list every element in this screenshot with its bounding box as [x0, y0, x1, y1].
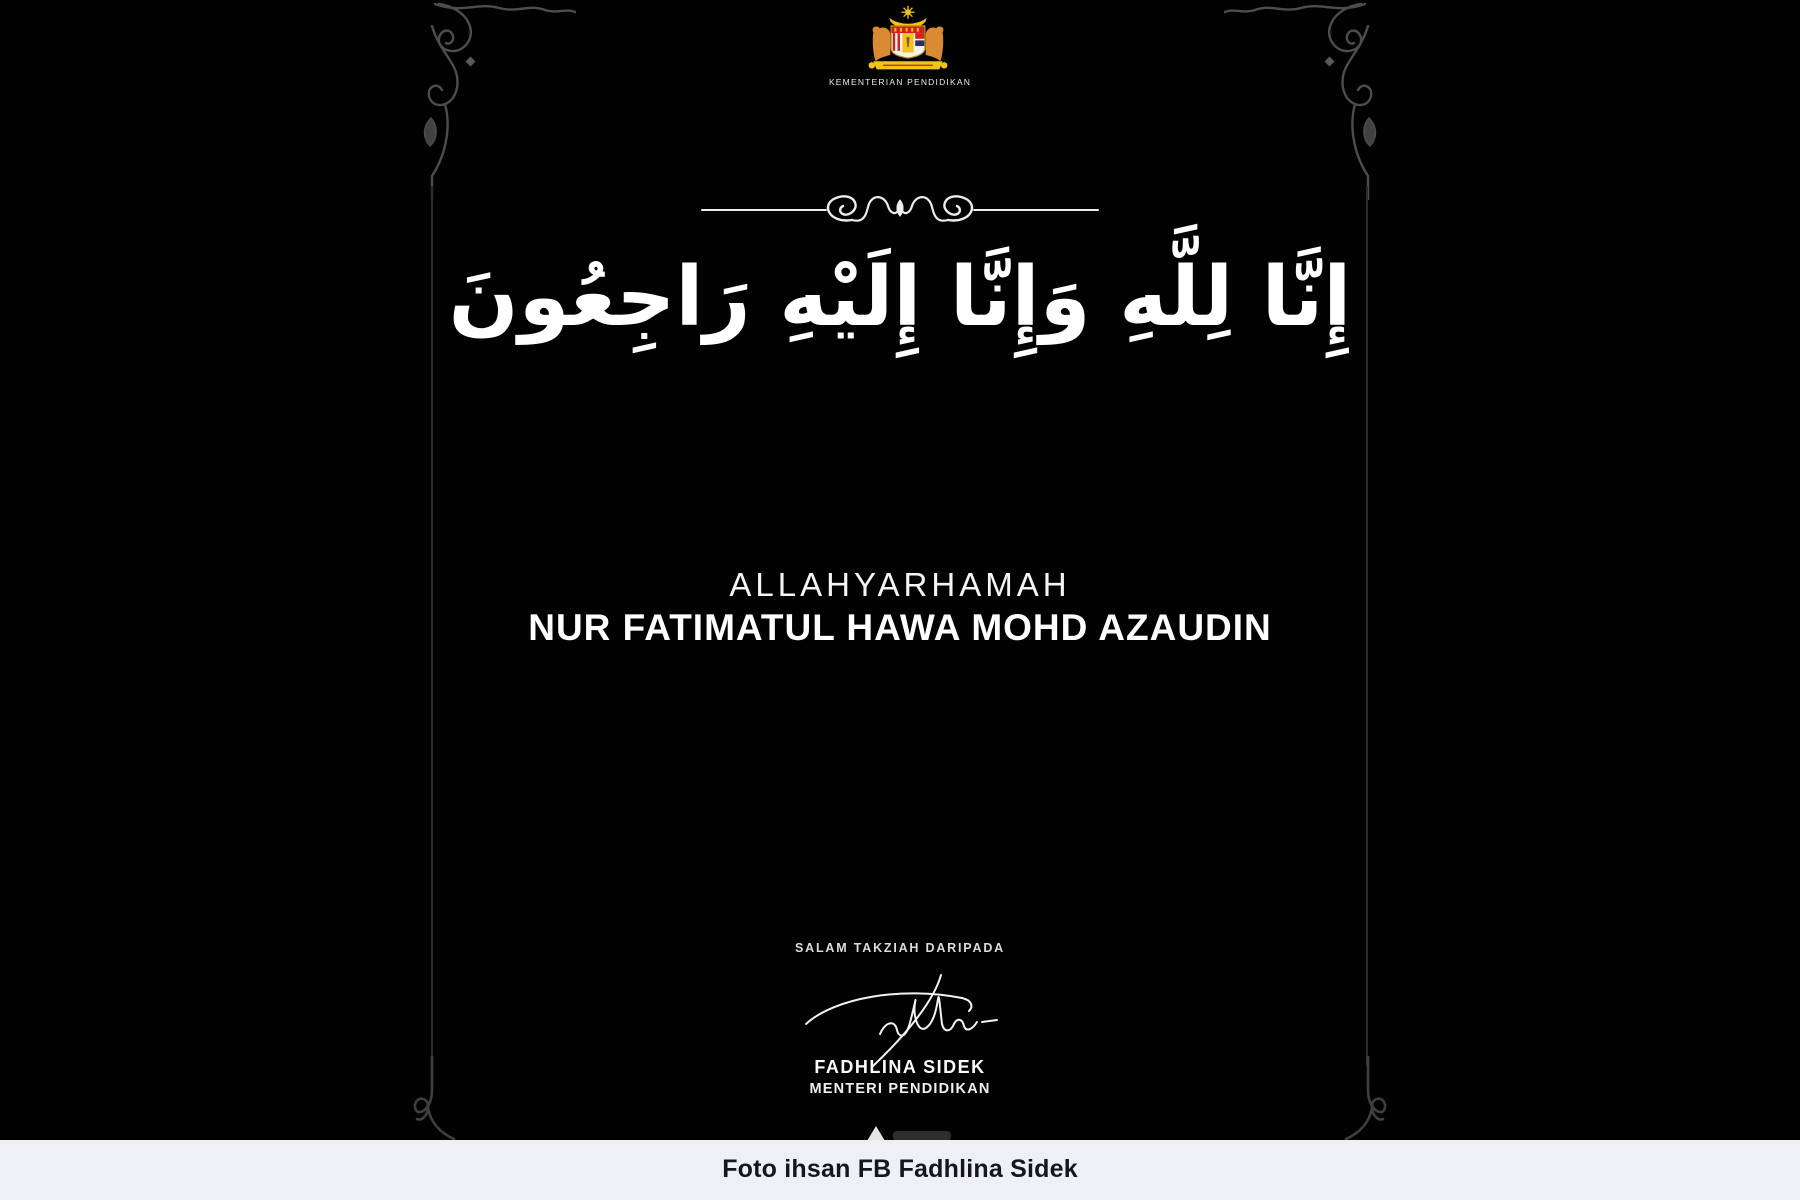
clipped-logo — [855, 1124, 965, 1140]
arabic-calligraphy: إِنَّا لِلَّهِ وَإِنَّا إِلَيْهِ رَاجِعُونَ — [448, 250, 1352, 345]
ministry-name-label: KEMENTERIAN PENDIDIKAN — [828, 77, 972, 87]
clipped-logo-fragment — [893, 1131, 951, 1140]
sender-title: MENTERI PENDIDIKAN — [809, 1081, 991, 1097]
corner-flourish-top-left — [415, 0, 615, 200]
corner-flourish-top-right — [1185, 0, 1385, 200]
condolence-label: SALAM TAKZIAH DARIPADA — [795, 941, 1005, 955]
jata-negara-crest-icon — [853, 5, 963, 79]
sender-name: FADHLINA SIDEK — [814, 1057, 986, 1077]
photo-caption: Foto ihsan FB Fadhlina Sidek — [722, 1155, 1078, 1183]
signature-name-text — [0, 0, 1, 1]
fadhlina-signature — [790, 970, 1010, 1070]
clipped-logo-peak — [867, 1126, 885, 1140]
deceased-name: NUR FATIMATUL HAWA MOHD AZAUDIN — [528, 607, 1272, 648]
honorific-allahyarhamah: ALLAHYARHAMAH — [729, 566, 1071, 603]
photo-caption-bar — [0, 1140, 1800, 1200]
